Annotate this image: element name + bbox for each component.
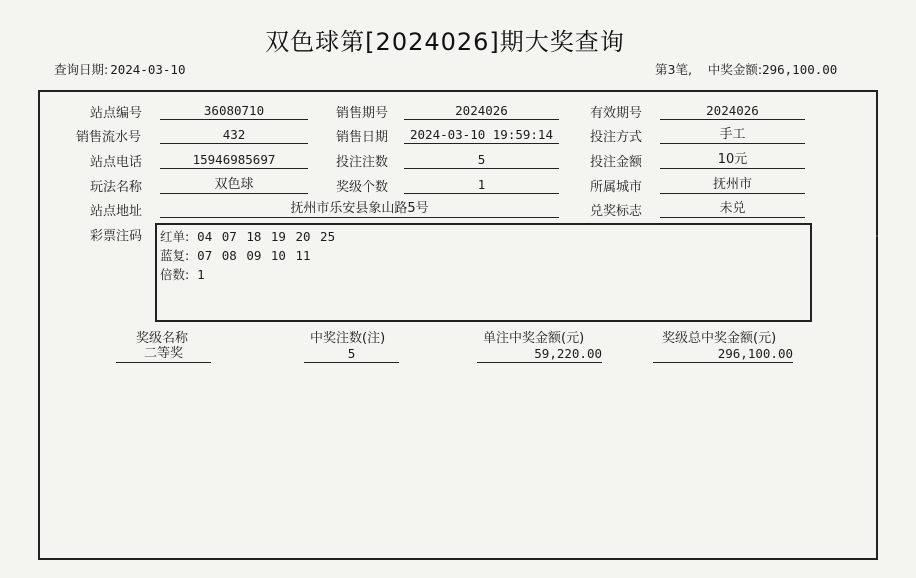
- multiple-label: 倍数:: [160, 267, 190, 282]
- query-date: [54, 60, 185, 78]
- station-no-value: 36080710: [160, 102, 308, 120]
- sale-issue-label: 销售期号: [336, 106, 389, 121]
- prize-summary: [655, 60, 837, 78]
- prize-levels-label: 奖级个数: [336, 180, 389, 195]
- prize-amount-value: 296,100.00: [762, 62, 838, 77]
- prize-amount-label: 中奖金额:: [707, 62, 763, 77]
- total-prize-header: 奖级总中奖金额(元): [662, 331, 777, 346]
- single-prize-header: 单注中奖金额(元): [483, 331, 585, 346]
- sale-date-label: 销售日期: [336, 130, 389, 145]
- bet-method-label: 投注方式: [590, 130, 643, 145]
- win-count-header: 中奖注数(注): [310, 331, 386, 346]
- paper-speck: [876, 235, 878, 237]
- station-no-label: 站点编号: [90, 106, 143, 121]
- phone-label: 站点电话: [90, 155, 143, 170]
- game-name-value: 双色球: [160, 176, 308, 194]
- prize-levels-value: 1: [404, 176, 559, 194]
- win-count-value: 5: [304, 346, 399, 363]
- blue-label: 蓝复:: [160, 248, 190, 263]
- city-label: 所属城市: [590, 180, 643, 195]
- red-line: [160, 227, 335, 245]
- red-numbers: 04 07 18 19 20 25: [197, 229, 336, 244]
- single-prize-value: 59,220.00: [477, 346, 602, 363]
- prize-level-header: 奖级名称: [136, 331, 189, 346]
- page-title: 双色球第[2024026]期大奖查询: [265, 28, 625, 56]
- game-name-label: 玩法名称: [90, 180, 143, 195]
- redeem-flag-value: 未兑: [660, 200, 805, 218]
- multiple-line: [160, 265, 205, 283]
- bet-count-label: 投注注数: [336, 155, 389, 170]
- valid-issue-value: 2024026: [660, 102, 805, 120]
- address-value: 抚州市乐安县象山路5号: [160, 200, 559, 218]
- valid-issue-label: 有效期号: [590, 106, 643, 121]
- sale-issue-value: 2024026: [404, 102, 559, 120]
- sale-date-value: 2024-03-10 19:59:14: [404, 126, 559, 144]
- record-index: 第3笔,: [655, 62, 692, 77]
- query-date-label: 查询日期:: [54, 62, 109, 77]
- ticket-numbers-box: [155, 223, 812, 322]
- redeem-flag-label: 兑奖标志: [590, 204, 643, 219]
- blue-line: [160, 246, 311, 264]
- total-prize-value: 296,100.00: [653, 346, 793, 363]
- address-label: 站点地址: [90, 204, 143, 219]
- phone-value: 15946985697: [160, 151, 308, 169]
- serial-no-value: 432: [160, 126, 308, 144]
- bet-count-value: 5: [404, 151, 559, 169]
- city-value: 抚州市: [660, 176, 805, 194]
- prize-level-value: 二等奖: [116, 346, 211, 363]
- serial-no-label: 销售流水号: [76, 130, 142, 145]
- query-date-value: 2024-03-10: [110, 62, 186, 77]
- bet-amount-value: 10元: [660, 151, 805, 169]
- bet-method-value: 手工: [660, 126, 805, 144]
- bet-amount-label: 投注金额: [590, 155, 643, 170]
- ticket-label: 彩票注码: [90, 229, 143, 244]
- blue-numbers: 07 08 09 10 11: [197, 248, 311, 263]
- red-label: 红单:: [160, 229, 190, 244]
- multiple-value: 1: [197, 267, 205, 282]
